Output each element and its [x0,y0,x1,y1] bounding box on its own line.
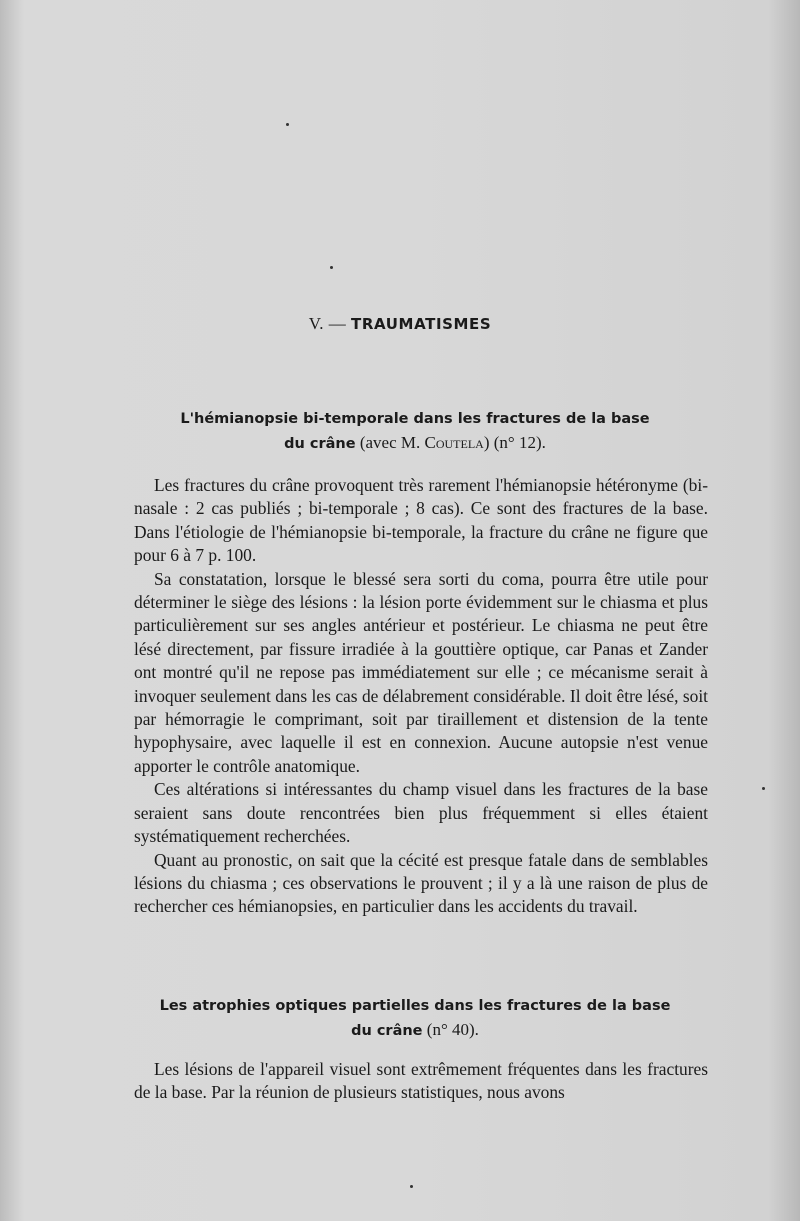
paper-speck [762,787,765,790]
article1-heading-line2: du crâne [284,436,356,452]
article2-heading-line2: du crâne [351,1023,423,1039]
article1-heading-line1: L'hémianopsie bi-temporale dans les fractures de la base [180,411,650,427]
section-title [0,314,800,334]
article2-paragraph-1: Les lésions de l'appareil visuel sont extrêmement fréquentes dans les fractures de la base. Par la réunion de plusieurs statistiques, nous avons [134,1059,708,1103]
article1-paragraph-2: Sa constatation, lorsque le blessé sera sorti du coma, pourra être utile pour déterminer le siège des lésions : la lésion porte évidemment sur le chiasma et plus particulièrement sur ses angles antérieur et postérieur. Le chiasma ne peut être lésé directement, par fissure irradiée à la gouttière optique, car Panas et Zander ont montré qu'il ne repose pas immédiatement sur elle ; ce mécanisme serait à invoquer seulement dans les cas de délabrement considérable. Il doit être lésé, soit par hémorragie le comprimant, soit par tiraillement et distension de la tente hypophysaire, avec laquelle il est en connexion. Aucune autopsie n'est venue apporter le contrôle anatomique. [134,568,708,776]
article1-body [134,474,708,919]
article2-heading-rest: (n° 40). [422,1020,479,1039]
article1-heading [130,407,700,456]
paper-speck [330,266,333,269]
article1-author: Coutela [424,433,484,452]
paper-speck [410,1185,413,1188]
article1-paragraph-4: Quant au pronostic, on sait que la cécité est presque fatale dans de semblables lésions du chiasma ; ces observations le prouvent ; il y a là une raison de plus de rechercher ces hémianopsies, en particulier dans les accidents du travail. [134,849,708,917]
section-numeral: V. — [308,314,352,333]
article1-paragraph-3: Ces altérations si intéressantes du champ visuel dans les fractures de la base seraient sans doute rencontrées bien plus fréquemment si elles étaient systématiquement recherchées. [134,779,708,847]
article2-body [134,1058,708,1105]
article2-heading [130,994,700,1043]
section-title-text: TRAUMATISMES [351,315,492,333]
article2-heading-line1: Les atrophies optiques partielles dans les fractures de la base [159,998,671,1014]
article1-heading-post: ) (n° 12). [483,433,546,452]
article1-paragraph-1: Les fractures du crâne provoquent très rarement l'hémianopsie hétéronyme (bi-nasale : 2 cas publiés ; bi-temporale ; 8 cas). Ce sont des fractures de la base. Dans l'étiologie de l'hémianopsie bi-temporale, la fracture du crâne ne figure que pour 6 à 7 p. 100. [134,475,708,566]
article1-heading-pre: (avec M. [355,433,425,452]
paper-speck [286,123,289,126]
